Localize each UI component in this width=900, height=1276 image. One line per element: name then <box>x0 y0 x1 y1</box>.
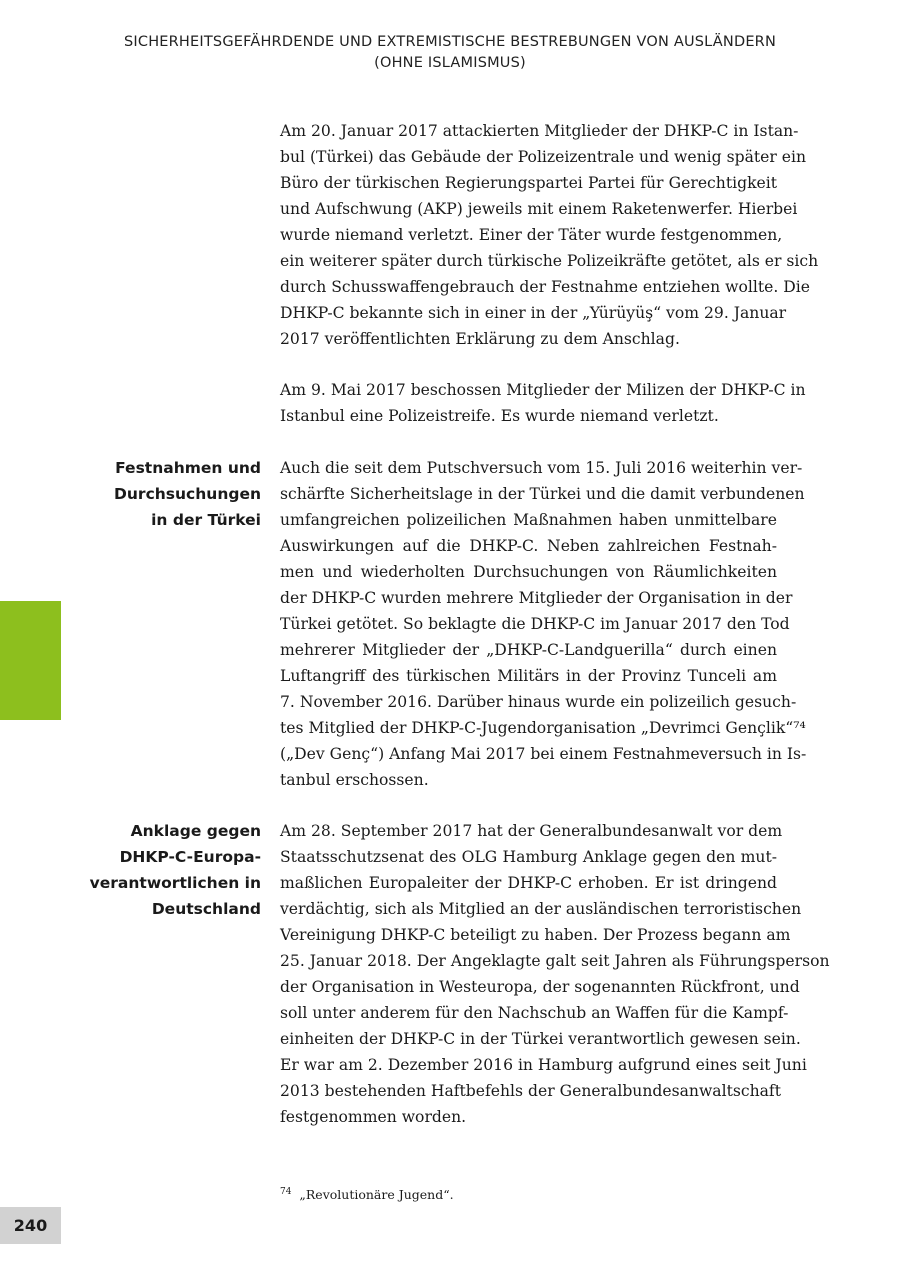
text-line: Luftangriff des türkischen Militärs in der Provinz Tunceli am <box>280 667 777 685</box>
side-heading-indictment <box>61 818 261 922</box>
text-line: Istanbul eine Polizeistreife. Es wurde niemand verletzt. <box>280 407 719 425</box>
text-line: („Dev Genç“) Anfang Mai 2017 bei einem Festnahmeversuch in Is- <box>280 745 807 763</box>
text-line: 7. November 2016. Darüber hinaus wurde ein polizeilich gesuch- <box>280 693 797 711</box>
paragraph-attacks <box>280 118 819 352</box>
text-line: einheiten der DHKP-C in der Türkei verantwortlich gewesen sein. <box>280 1030 801 1048</box>
text-line: tanbul erschossen. <box>280 771 429 789</box>
text-line: mehrerer Mitglieder der „DHKP-C-Landguerilla“ durch einen <box>280 641 777 659</box>
text-line: bul (Türkei) das Gebäude der Polizeizentrale und wenig später ein <box>280 148 807 166</box>
text-line: Vereinigung DHKP-C beteiligt zu haben. Der Prozess begann am <box>280 926 791 944</box>
text-line: verdächtig, sich als Mitglied an der ausländischen terroristischen <box>280 900 802 918</box>
running-header-line-2: (OHNE ISLAMISMUS) <box>374 55 526 71</box>
text-line: wurde niemand verletzt. Einer der Täter wurde festgenommen, <box>280 226 783 244</box>
side-heading-line: Deutschland <box>151 900 261 918</box>
side-heading-line: in der Türkei <box>151 511 261 529</box>
text-line: schärfte Sicherheitslage in der Türkei und die damit verbundenen <box>280 485 805 503</box>
text-line: Am 20. Januar 2017 attackierten Mitglieder der DHKP-C in Istan- <box>280 122 799 140</box>
text-line: Büro der türkischen Regierungspartei Partei für Gerechtigkeit <box>280 174 777 192</box>
text-line: maßlichen Europaleiter der DHKP-C erhoben. Er ist dringend <box>280 874 777 892</box>
footnote-text: „Revolutionäre Jugend“. <box>299 1187 454 1202</box>
text-line: soll unter anderem für den Nachschub an Waffen für die Kampf- <box>280 1004 789 1022</box>
chapter-color-tab <box>0 601 61 720</box>
footnote-number: 74 <box>280 1186 292 1197</box>
text-line: 2017 veröffentlichten Erklärung zu dem Anschlag. <box>280 330 680 348</box>
text-line: Er war am 2. Dezember 2016 in Hamburg aufgrund eines seit Juni <box>280 1056 807 1074</box>
text-line: Am 9. Mai 2017 beschossen Mitglieder der Milizen der DHKP-C in <box>280 381 806 399</box>
paragraph-arrests-turkey <box>280 455 807 793</box>
text-line: Türkei getötet. So beklagte die DHKP-C im Januar 2017 den Tod <box>280 615 790 633</box>
side-heading-line: Durchsuchungen <box>114 485 261 503</box>
page-number: 240 <box>0 1207 61 1244</box>
side-heading-line: DHKP-C-Europa- <box>119 848 261 866</box>
side-heading-line: Anklage gegen <box>130 822 261 840</box>
text-line: 2013 bestehenden Haftbefehls der Generalbundesanwaltschaft <box>280 1082 781 1100</box>
text-line: der Organisation in Westeuropa, der sogenannten Rückfront, und <box>280 978 800 996</box>
text-line: tes Mitglied der DHKP-C-Jugendorganisation „Devrimci Gençlik“⁷⁴ <box>280 719 806 737</box>
text-line: Staatsschutzsenat des OLG Hamburg Anklage gegen den mut- <box>280 848 777 866</box>
text-line: und Aufschwung (AKP) jeweils mit einem Raketenwerfer. Hierbei <box>280 200 798 218</box>
text-line: Am 28. September 2017 hat der Generalbundesanwalt vor dem <box>280 822 783 840</box>
text-line: festgenommen worden. <box>280 1108 467 1126</box>
paragraph-istanbul-shooting <box>280 377 806 429</box>
text-line: Auswirkungen auf die DHKP-C. Neben zahlreichen Festnah- <box>280 537 777 555</box>
paragraph-indictment <box>280 818 830 1130</box>
text-line: 25. Januar 2018. Der Angeklagte galt seit Jahren als Führungsperson <box>280 952 830 970</box>
running-header-line-1: SICHERHEITSGEFÄHRDENDE UND EXTREMISTISCHE BESTREBUNGEN VON AUSLÄNDERN <box>123 34 777 50</box>
footnote <box>280 1187 454 1202</box>
side-heading-arrests <box>61 455 261 533</box>
side-heading-line: Festnahmen und <box>115 459 261 477</box>
text-line: DHKP-C bekannte sich in einer in der „Yürüyüş“ vom 29. Januar <box>280 304 787 322</box>
text-line: der DHKP-C wurden mehrere Mitglieder der Organisation in der <box>280 589 793 607</box>
text-line: umfangreichen polizeilichen Maßnahmen haben unmittelbare <box>280 511 777 529</box>
text-line: Auch die seit dem Putschversuch vom 15. Juli 2016 weiterhin ver- <box>280 459 803 477</box>
side-heading-line: verantwortlichen in <box>89 874 261 892</box>
text-line: ein weiterer später durch türkische Polizeikräfte getötet, als er sich <box>280 252 819 270</box>
text-line: durch Schusswaffengebrauch der Festnahme entziehen wollte. Die <box>280 278 810 296</box>
text-line: men und wiederholten Durchsuchungen von Räumlichkeiten <box>280 563 777 581</box>
